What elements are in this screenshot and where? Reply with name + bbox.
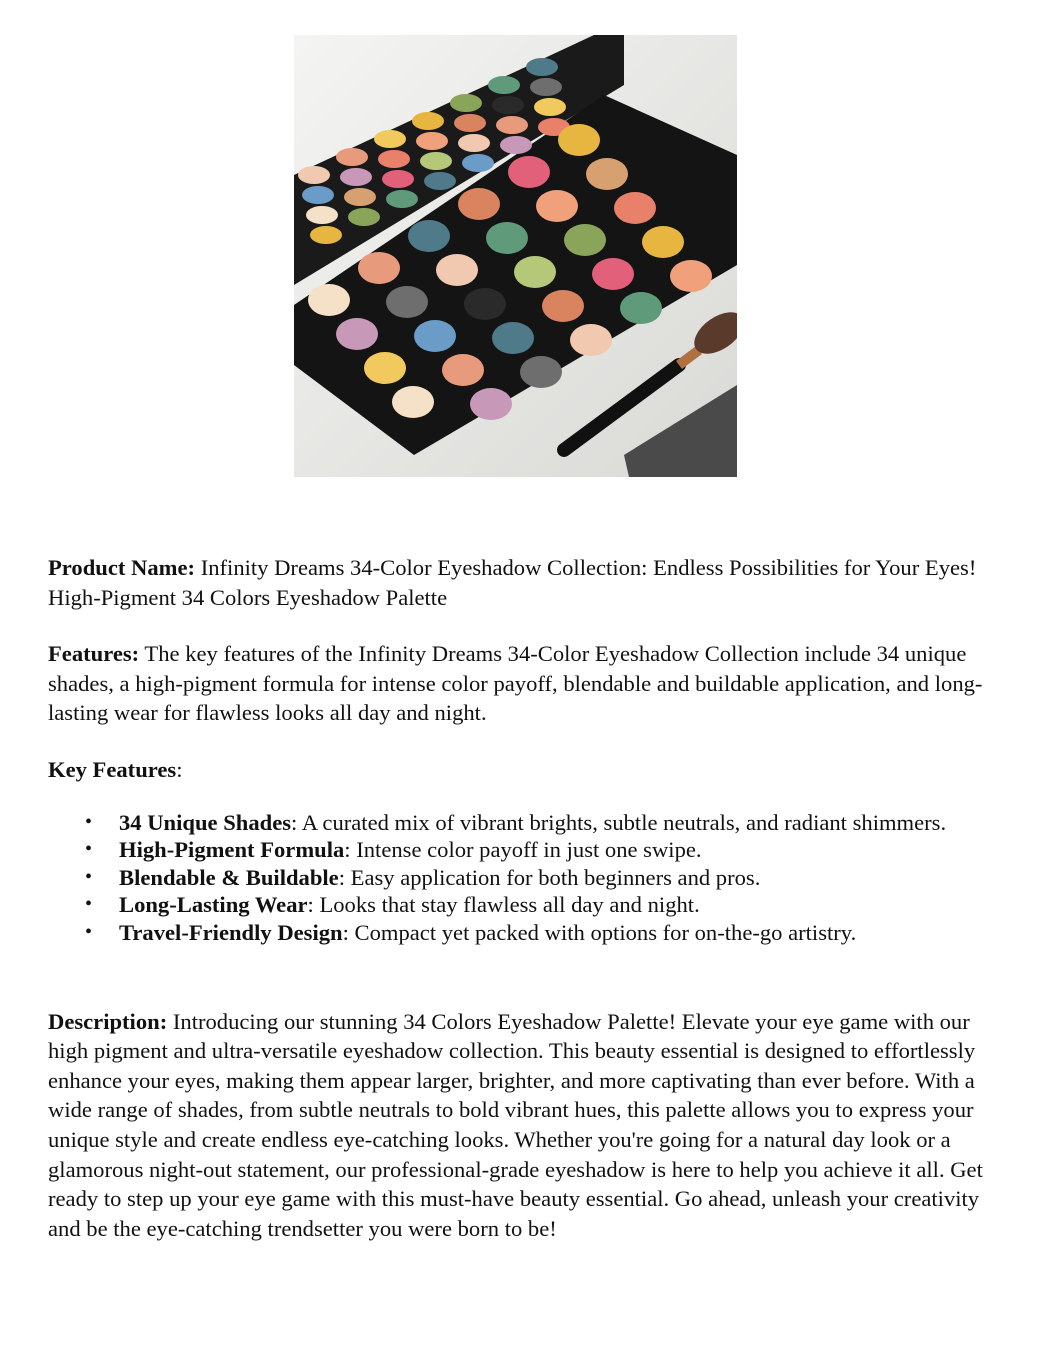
eyeshadow-pan <box>336 148 368 166</box>
eyeshadow-pan <box>592 258 634 290</box>
eyeshadow-pan <box>302 186 334 204</box>
eyeshadow-pan <box>558 124 600 156</box>
eyeshadow-pan <box>464 288 506 320</box>
eyeshadow-pan <box>500 136 532 154</box>
feature-title: Travel-Friendly Design <box>119 919 343 945</box>
eyeshadow-pan <box>436 254 478 286</box>
key-features-heading <box>48 755 993 785</box>
key-features-colon: : <box>176 756 183 782</box>
eyeshadow-pan <box>514 256 556 288</box>
description-text: Introducing our stunning 34 Colors Eyeshadow Palette! Elevate your eye game with our high pigment and ultra-versatile eyeshadow collection. This beauty essential is designed to effortlessly enhance your eyes, making them appear larger, brighter, and more captivating than ever before. With a wide range of shades, from subtle neutrals to bold vibrant hues, this palette allows you to express your unique style and create endless eye-catching looks. Whether you're going for a natural day look or a glamorous night-out statement, our professional-grade eyeshadow is here to help you achieve it all. Get ready to step up your eye game with this must-have beauty essential. Go ahead, unleash your creativity and be the eye-catching trendsetter you were born to be! <box>48 1008 983 1241</box>
eyeshadow-pan <box>420 152 452 170</box>
eyeshadow-pan <box>298 166 330 184</box>
eyeshadow-pan <box>564 224 606 256</box>
eyeshadow-pan <box>364 352 406 384</box>
eyeshadow-pan <box>508 156 550 188</box>
eyeshadow-pan <box>530 78 562 96</box>
eyeshadow-pan <box>386 190 418 208</box>
list-item <box>119 836 993 864</box>
product-image <box>294 35 737 477</box>
eyeshadow-pan <box>496 116 528 134</box>
eyeshadow-pan <box>454 114 486 132</box>
feature-title: Blendable & Buildable <box>119 864 339 890</box>
eyeshadow-pan <box>526 58 558 76</box>
features-text: The key features of the Infinity Dreams 34-Color Eyeshadow Collection include 34 unique shades, a high-pigment formula for intense color payoff, blendable and buildable application, and long-lasting wear for flawless looks all day and night. <box>48 641 983 726</box>
feature-text: : Looks that stay flawless all day and night. <box>307 892 700 918</box>
feature-text: : Compact yet packed with options for on-the-go artistry. <box>342 919 857 945</box>
eyeshadow-pan <box>570 324 612 356</box>
feature-text: : Intense color payoff in just one swipe. <box>344 837 702 863</box>
eyeshadow-pan <box>586 158 628 190</box>
features-paragraph <box>48 639 993 728</box>
eyeshadow-pan <box>442 354 484 386</box>
feature-text: : Easy application for both beginners and pros. <box>338 864 761 890</box>
eyeshadow-pan <box>424 172 456 190</box>
eyeshadow-pan <box>408 220 450 252</box>
eyeshadow-pan <box>614 192 656 224</box>
eyeshadow-pan <box>542 290 584 322</box>
eyeshadow-pan <box>412 112 444 130</box>
eyeshadow-pan <box>492 96 524 114</box>
eyeshadow-pan <box>336 318 378 350</box>
eyeshadow-pan <box>386 286 428 318</box>
list-item <box>119 809 993 837</box>
eyeshadow-pan <box>416 132 448 150</box>
eyeshadow-pan <box>670 260 712 292</box>
eyeshadow-pan <box>642 226 684 258</box>
eyeshadow-pan <box>344 188 376 206</box>
list-item <box>119 919 993 947</box>
product-name-label: Product Name: <box>48 555 196 580</box>
eyeshadow-pan <box>392 386 434 418</box>
eyeshadow-pan <box>308 284 350 316</box>
eyeshadow-pan <box>488 76 520 94</box>
eyeshadow-pan <box>358 252 400 284</box>
description-label: Description: <box>48 1008 168 1034</box>
eyeshadow-pan <box>534 98 566 116</box>
eyeshadow-pan <box>536 190 578 222</box>
eyeshadow-pan <box>492 322 534 354</box>
eyeshadow-pan <box>310 226 342 244</box>
description-paragraph <box>48 1007 993 1244</box>
eyeshadow-palette-illustration <box>294 35 737 477</box>
features-label: Features: <box>48 641 140 667</box>
eyeshadow-pan <box>458 134 490 152</box>
eyeshadow-pan <box>470 388 512 420</box>
eyeshadow-pan <box>340 168 372 186</box>
eyeshadow-pan <box>462 154 494 172</box>
eyeshadow-pan <box>374 130 406 148</box>
eyeshadow-pan <box>414 320 456 352</box>
product-name-text: Infinity Dreams 34-Color Eyeshadow Collection: Endless Possibilities for Your Eyes! High-Pigment 34 Colors Eyeshadow Palette <box>48 555 977 610</box>
feature-text: : A curated mix of vibrant brights, subtle neutrals, and radiant shimmers. <box>291 809 947 835</box>
feature-title: 34 Unique Shades <box>119 809 292 835</box>
eyeshadow-pan <box>348 208 380 226</box>
eyeshadow-pan <box>486 222 528 254</box>
eyeshadow-pan <box>450 94 482 112</box>
feature-title: High-Pigment Formula <box>119 837 345 863</box>
feature-title: Long-Lasting Wear <box>119 892 308 918</box>
key-features-list <box>48 809 993 947</box>
list-item <box>119 864 993 892</box>
eyeshadow-pan <box>306 206 338 224</box>
product-description-document <box>48 553 993 1243</box>
product-name-paragraph <box>48 553 993 612</box>
eyeshadow-pan <box>458 188 500 220</box>
eyeshadow-pan <box>382 170 414 188</box>
list-item <box>119 891 993 919</box>
eyeshadow-pan <box>620 292 662 324</box>
eyeshadow-pan <box>378 150 410 168</box>
key-features-label: Key Features <box>48 756 177 782</box>
eyeshadow-pan <box>520 356 562 388</box>
